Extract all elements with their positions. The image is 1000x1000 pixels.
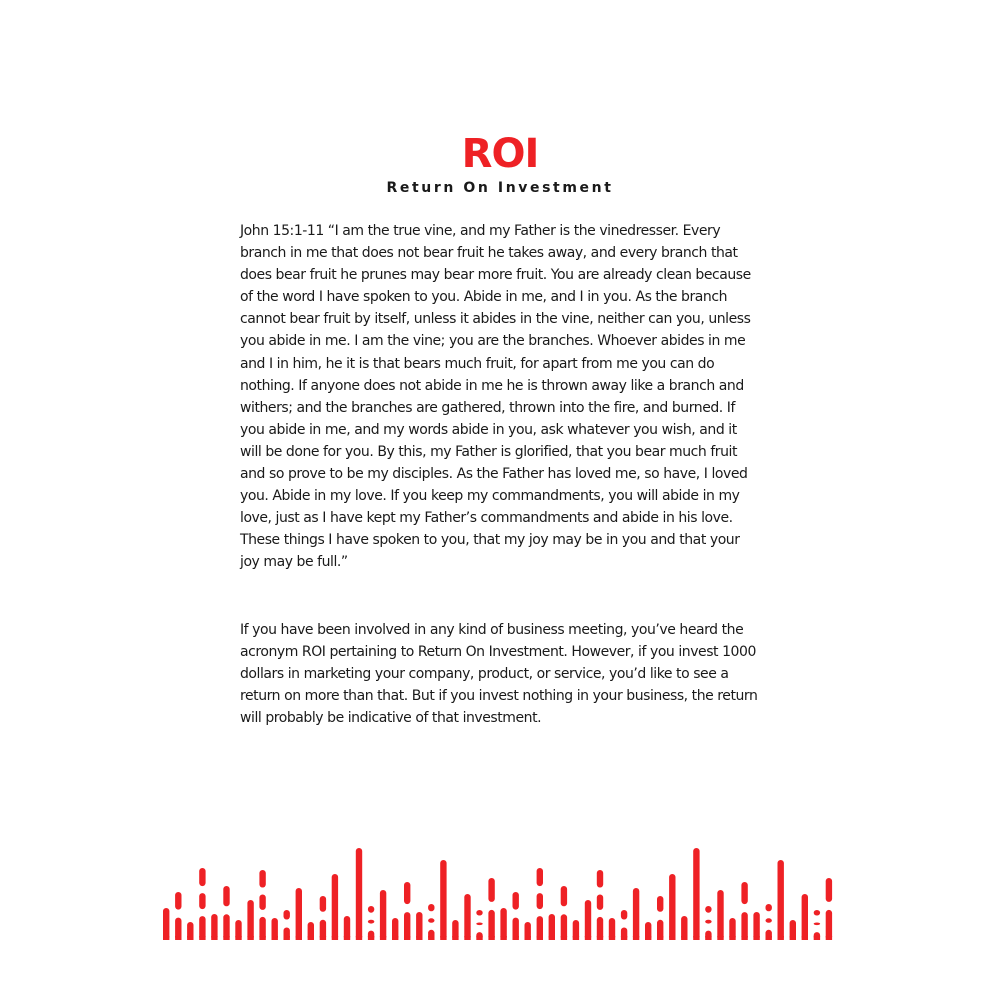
wave-bar xyxy=(247,900,253,940)
wave-bar-base xyxy=(488,936,494,940)
wave-bar-base xyxy=(308,936,314,940)
wave-bar-base xyxy=(416,936,422,940)
wave-bar xyxy=(476,910,482,916)
wave-bar xyxy=(368,906,374,913)
wave-bar-base xyxy=(693,936,699,940)
wave-bar xyxy=(814,923,820,926)
wave-bar xyxy=(597,895,603,910)
wave-bar xyxy=(488,878,494,902)
wave-bar-base xyxy=(573,936,579,940)
wave-bar-base xyxy=(211,936,217,940)
wave-bar xyxy=(296,888,302,940)
wave-bar xyxy=(404,912,410,940)
wave-bar-base xyxy=(778,936,784,940)
wave-bar-base xyxy=(428,936,434,940)
wave-bar xyxy=(175,892,181,910)
wave-bar-base xyxy=(368,936,374,940)
wave-bar-base xyxy=(284,936,290,940)
wave-bar-base xyxy=(826,936,832,940)
wave-bar xyxy=(404,882,410,904)
wave-bar-base xyxy=(392,936,398,940)
wave-bar-base xyxy=(549,936,555,940)
wave-bar xyxy=(380,890,386,940)
wave-bar xyxy=(259,895,265,910)
wave-bar xyxy=(513,892,519,910)
wave-bar xyxy=(741,882,747,904)
wave-bar-base xyxy=(609,936,615,940)
wave-bar-base xyxy=(259,936,265,940)
wave-bar xyxy=(428,904,434,911)
wave-bar xyxy=(464,894,470,940)
wave-bar-base xyxy=(476,936,482,940)
wave-bar-base xyxy=(585,936,591,940)
wave-bar xyxy=(705,920,711,924)
wave-bar xyxy=(320,896,326,912)
wave-bar xyxy=(705,906,711,913)
wave-bar-base xyxy=(344,936,350,940)
wave-bar-base xyxy=(753,936,759,940)
wave-bar-base xyxy=(440,936,446,940)
wave-bar-base xyxy=(296,936,302,940)
wave-bar xyxy=(284,910,290,920)
wave-bar-base xyxy=(380,936,386,940)
wave-bar xyxy=(633,888,639,940)
wave-bar-base xyxy=(729,936,735,940)
wave-bar-base xyxy=(681,936,687,940)
wave-bar xyxy=(621,910,627,920)
wave-bar-base xyxy=(561,936,567,940)
wave-bar-base xyxy=(790,936,796,940)
wave-bar xyxy=(669,874,675,940)
page-subtitle: Return On Investment xyxy=(386,180,614,196)
wave-bar-base xyxy=(452,936,458,940)
wave-bar-base xyxy=(597,936,603,940)
wave-bar-base xyxy=(537,936,543,940)
wave-bar-base xyxy=(332,936,338,940)
wave-bar xyxy=(585,900,591,940)
wave-bar-base xyxy=(741,936,747,940)
wave-bar xyxy=(693,848,699,940)
wave-bar xyxy=(826,878,832,902)
wave-bar xyxy=(428,918,434,923)
wave-bar xyxy=(356,848,362,940)
wave-bar-base xyxy=(717,936,723,940)
sound-wave-graphic xyxy=(0,830,1000,950)
wave-bar xyxy=(537,868,543,886)
wave-bar-base xyxy=(356,936,362,940)
wave-bar-base xyxy=(802,936,808,940)
wave-bar xyxy=(766,904,772,911)
wave-bar xyxy=(802,894,808,940)
wave-bar xyxy=(753,912,759,940)
wave-bar xyxy=(476,923,482,926)
wave-bar-base xyxy=(633,936,639,940)
wave-bar xyxy=(199,868,205,886)
wave-bar xyxy=(826,910,832,940)
wave-bar-base xyxy=(175,936,181,940)
wave-bar-base xyxy=(272,936,278,940)
wave-bar-base xyxy=(404,936,410,940)
wave-bar-base xyxy=(657,936,663,940)
wave-bar xyxy=(717,890,723,940)
wave-bar xyxy=(500,908,506,940)
scripture-paragraph: John 15:1-11 “I am the true vine, and my Father is the vinedresser. Every branch in me that does not bear fruit he takes away, and every branch that does bear fruit he prunes may bear more fruit. You are already clean because of the word I have spoken to you. Abide in me, and I in you. As the branch cannot bear fruit by itself, unless it abides in the vine, neither can you, unless you abide in me. I am the vine; you are the branches. Whoever abides in me and I in him, he it is that bears much fruit, for apart from me you can do nothing. If anyone does not abide in me he is thrown away like a branch and withers; and the branches are gathered, thrown into the fire, and burned. If you abide in me, and my words abide in you, ask whatever you wish, and it will be done for you. By this, my Father is glorified, that you bear much fruit and so prove to be my disciples. As the Father has loved me, so have, I loved you. Abide in my love. If you keep my commandments, you will abide in my love, just as I have kept my Father’s commandments and abide in his love. These things I have spoken to you, that my joy may be in you and that your joy may be full.” xyxy=(240,223,751,571)
wave-bar-base xyxy=(525,936,531,940)
wave-bar-base xyxy=(766,936,772,940)
wave-bar xyxy=(657,896,663,912)
wave-bar xyxy=(259,870,265,888)
wave-bar xyxy=(440,860,446,940)
wave-bar-base xyxy=(187,936,193,940)
wave-bar-base xyxy=(645,936,651,940)
wave-bar xyxy=(766,918,772,923)
reflection-paragraph: If you have been involved in any kind of business meeting, you’ve heard the acronym ROI pertaining to Return On Investment. However, if you invest 1000 dollars in marketing your company, product, or service, you’d like to see a return on more than that. But if you invest nothing in your business, the return will probably be indicative of that investment. xyxy=(240,622,758,727)
wave-bar xyxy=(561,886,567,906)
wave-bar-base xyxy=(199,936,205,940)
wave-bar xyxy=(416,912,422,940)
wave-bar xyxy=(537,893,543,909)
wave-bar xyxy=(332,874,338,940)
wave-bar-base xyxy=(500,936,506,940)
wave-bar xyxy=(163,908,169,940)
wave-bar-base xyxy=(513,936,519,940)
wave-bar-base xyxy=(814,936,820,940)
wave-bar xyxy=(778,860,784,940)
wave-bar xyxy=(814,910,820,916)
wave-bar-base xyxy=(163,936,169,940)
wave-bar xyxy=(741,912,747,940)
wave-bar-base xyxy=(464,936,470,940)
wave-bar xyxy=(597,870,603,888)
wave-bar-base xyxy=(621,936,627,940)
wave-bar-base xyxy=(223,936,229,940)
wave-bar xyxy=(488,910,494,940)
wave-bar xyxy=(223,886,229,906)
wave-bar xyxy=(199,893,205,909)
wave-bar-base xyxy=(320,936,326,940)
wave-bar-base xyxy=(247,936,253,940)
page-title: ROI xyxy=(461,131,539,177)
wave-bar xyxy=(368,920,374,924)
wave-bar-base xyxy=(705,936,711,940)
wave-bar-base xyxy=(235,936,241,940)
wave-bar-base xyxy=(669,936,675,940)
